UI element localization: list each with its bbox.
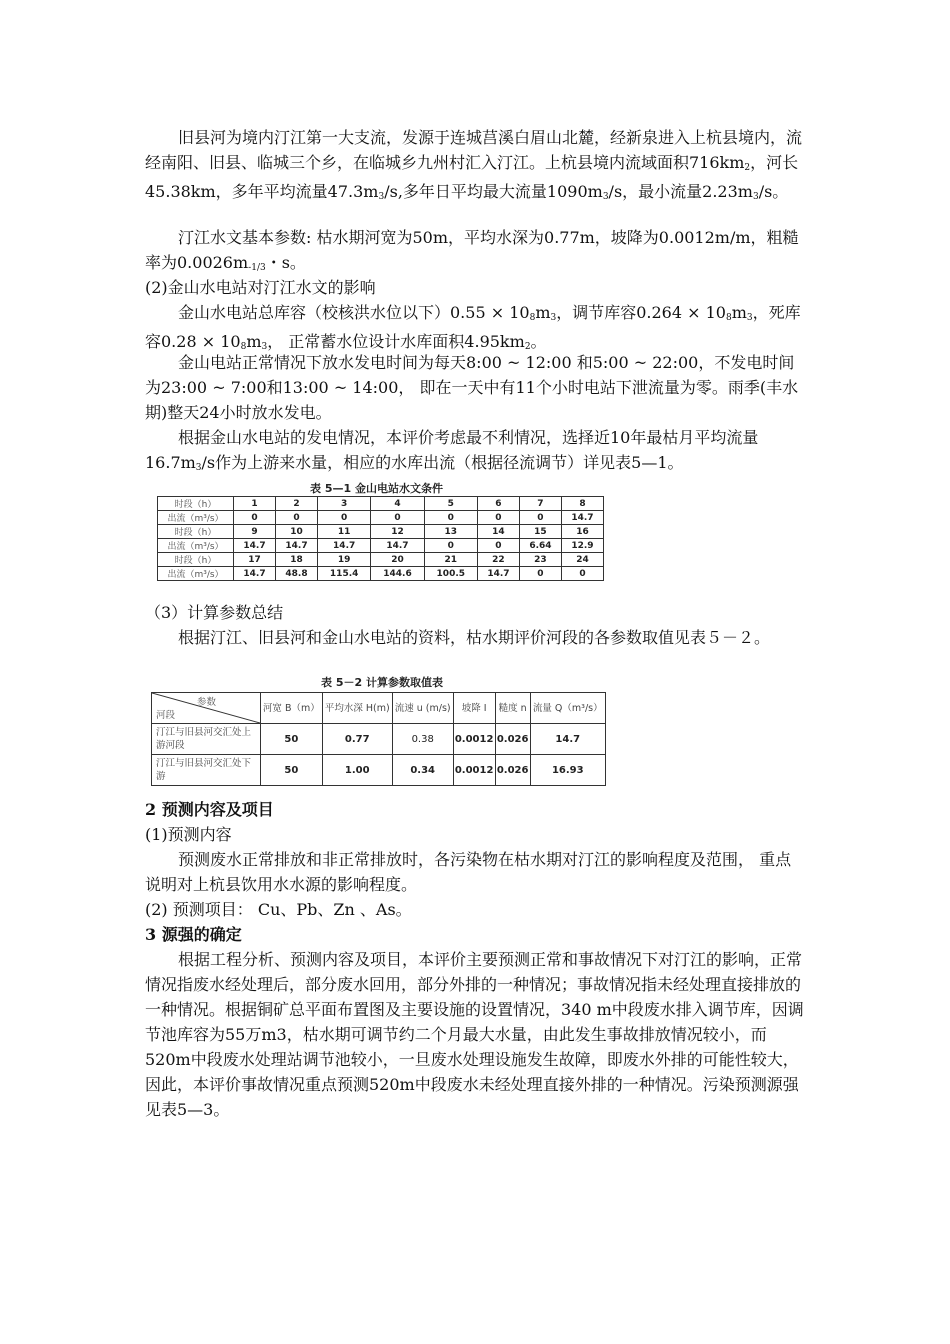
- table-cell: 100.5: [424, 567, 477, 581]
- table-cell: 0: [371, 511, 424, 525]
- table-cell: 16: [561, 525, 603, 539]
- table-cell: 7: [519, 497, 561, 511]
- table-cell: 14.7: [234, 539, 276, 553]
- paragraph-source-strength: 根据工程分析、预测内容及项目，本评价主要预测正常和事故情况下对汀江的影响，正常情况指废水经处理后，部分废水回用，部分外排的一种情况；事故情况指未经处理直接排放的一种情况。根据铜矿总平面布置图及主要设施的设置情况，340 m中段废水排入调节库，因调节池库容为55万m3，枯水期可调节约二个月最大水量，由此发生事故排放情况较小，而520m中段废水处理站调节池较小，一旦废水处理设施发生故障，即废水外排的可能性较大，因此，本评价事故情况重点预测520m中段废水未经处理直接外排的一种情况。污染预测源强见表5—3。: [145, 950, 804, 1119]
- header-cell: 糙度 n: [495, 693, 530, 724]
- table-cell: 3: [318, 497, 371, 511]
- table-cell: 24: [561, 553, 603, 567]
- paragraph-inflow-selection: 根据金山水电站的发电情况，本评价考虑最不利情况，选择近10年最枯月平均流量$16.7m_3/s$作为上游来水量，相应的水库出流（根据径流调节）详见表5—1。: [145, 428, 759, 473]
- table-cell: 23: [519, 553, 561, 567]
- table-row: [158, 553, 604, 567]
- header-cell: 河宽 B（m）: [261, 693, 323, 724]
- table-cell: 20: [371, 553, 424, 567]
- table-cell: 13: [424, 525, 477, 539]
- table-cell: 14.7: [234, 567, 276, 581]
- table-cell: 22: [477, 553, 519, 567]
- table-cell: 10: [276, 525, 318, 539]
- header-cell: 坡降 I: [453, 693, 495, 724]
- heading-prediction-sub: (1)预测内容: [145, 825, 232, 844]
- table-cell: 16.93: [530, 755, 605, 786]
- table-cell: 4: [371, 497, 424, 511]
- row-label: 出流（m³/s）: [158, 567, 234, 581]
- table-cell: 6: [477, 497, 519, 511]
- paragraph-prediction-scope: 预测废水正常排放和非正常排放时，各污染物在枯水期对汀江的影响程度及范围， 重点说明对上杭县饮用水水源的影响程度。: [145, 850, 792, 894]
- table-cell: 0: [519, 511, 561, 525]
- table-cell: 1: [234, 497, 276, 511]
- table-cell: 14.7: [318, 539, 371, 553]
- table-cell: 0: [477, 511, 519, 525]
- table-cell: 14.7: [276, 539, 318, 553]
- table-cell: 0.38: [392, 724, 453, 755]
- table-row: [158, 511, 604, 525]
- table-cell: 0.0012: [453, 755, 495, 786]
- table-cell: 0: [424, 539, 477, 553]
- table-cell: 0: [561, 567, 603, 581]
- table-cell: 11: [318, 525, 371, 539]
- row-label: 出流（m³/s）: [158, 539, 234, 553]
- row-label: 汀江与旧县河交汇处上游河段: [152, 724, 261, 755]
- corner-cell: [152, 693, 261, 724]
- table-cell: 0: [424, 511, 477, 525]
- table-row: [152, 724, 606, 755]
- row-label: 时段（h）: [158, 497, 234, 511]
- table-row: [158, 497, 604, 511]
- heading-parameter-summary: （3）计算参数总结: [145, 603, 284, 622]
- table-cell: 50: [261, 724, 323, 755]
- table-row: [158, 525, 604, 539]
- header-cell: 流速 u (m/s): [392, 693, 453, 724]
- table-cell: 0: [477, 539, 519, 553]
- table-cell: 0.026: [495, 755, 530, 786]
- heading-prediction-items: (2) 预测项目： Cu、Pb、Zn 、As。: [145, 900, 412, 919]
- table-cell: 19: [318, 553, 371, 567]
- table-cell: 18: [276, 553, 318, 567]
- paragraph-parameter-intro: 根据汀江、旧县河和金山水电站的资料，枯水期评价河段的各参数取值见表５－２。: [178, 628, 771, 647]
- table-cell: 14: [477, 525, 519, 539]
- heading-source-strength: 3 源强的确定: [145, 925, 242, 944]
- paragraph-tingjiang-params: 汀江水文基本参数: 枯水期河宽为50m，平均水深为0.77m，坡降为0.0012m/m，粗糙率为$0.0026m_{-1/3}$・s。: [145, 228, 799, 273]
- table-cell: 12.9: [561, 539, 603, 553]
- table-cell: 21: [424, 553, 477, 567]
- row-label: 出流（m³/s）: [158, 511, 234, 525]
- table-cell: 17: [234, 553, 276, 567]
- table-row: [158, 539, 604, 553]
- table-cell: 14.7: [530, 724, 605, 755]
- table-cell: 5: [424, 497, 477, 511]
- header-cell: 平均水深 H(m): [322, 693, 392, 724]
- table-cell: 50: [261, 755, 323, 786]
- table-row: [152, 755, 606, 786]
- paragraph-generation-schedule: 金山电站正常情况下放水发电时间为每天8:00 ~ 12:00 和5:00 ~ 22:00，不发电时间为23:00 ~ 7:00和13:00 ~ 14:00， 即在一天中有11个小时电站下泄流量为零。雨季(丰水期)整天24小时放水发电。: [145, 353, 799, 422]
- parameter-table: [151, 692, 606, 786]
- paragraph-reservoir-capacity: 金山水电站总库容（校核洪水位以下）$0.55 \times 10_8m_3$，调节库容$0.264 \times 10_8m_3$，死库容$0.28 \times 10_8m_3$， 正常蓄水位设计水库面积$4.95km_2$。: [145, 303, 801, 352]
- heading-prediction-content: 2 预测内容及项目: [145, 800, 274, 819]
- heading-jinshan-influence: (2)金山水电站对汀江水文的影响: [145, 278, 376, 297]
- table-cell: 1.00: [322, 755, 392, 786]
- corner-reach-label: 河段: [156, 710, 176, 721]
- table-row: [158, 567, 604, 581]
- table-cell: 0.0012: [453, 724, 495, 755]
- table-cell: 48.8: [276, 567, 318, 581]
- table-cell: 115.4: [318, 567, 371, 581]
- table-cell: 9: [234, 525, 276, 539]
- table-cell: 2: [276, 497, 318, 511]
- table-cell: 14.7: [477, 567, 519, 581]
- table-cell: 0: [318, 511, 371, 525]
- table-cell: 12: [371, 525, 424, 539]
- table2-caption: 表 5－2 计算参数取值表: [321, 676, 443, 689]
- row-label: 汀江与旧县河交汇处下游: [152, 755, 261, 786]
- corner-param-label: 参数: [196, 697, 216, 708]
- paragraph-jiuxian-river: 旧县河为境内汀江第一大支流，发源于连城莒溪白眉山北麓，经新泉进入上杭县境内，流经南阳、旧县、临城三个乡，在临城乡九州村汇入汀江。上杭县境内流域面积$716km_2$，河长45.38km，多年平均流量$47.3m_3/s$,多年日平均最大流量$1090m_3/s$，最小流量$2.23m_3/s$。: [145, 128, 803, 202]
- table-cell: 144.6: [371, 567, 424, 581]
- table-cell: 14.7: [561, 511, 603, 525]
- table1-caption: 表 5—1 金山电站水文条件: [310, 482, 443, 495]
- row-label: 时段（h）: [158, 525, 234, 539]
- hydrology-table: [157, 496, 604, 581]
- table-cell: 0.77: [322, 724, 392, 755]
- table-cell: 0.34: [392, 755, 453, 786]
- row-label: 时段（h）: [158, 553, 234, 567]
- table-cell: 6.64: [519, 539, 561, 553]
- table-cell: 0: [276, 511, 318, 525]
- header-cell: 流量 Q（m³/s）: [530, 693, 605, 724]
- table-cell: 14.7: [371, 539, 424, 553]
- table-cell: 8: [561, 497, 603, 511]
- table-header-row: [152, 693, 606, 724]
- table-cell: 15: [519, 525, 561, 539]
- table-cell: 0: [234, 511, 276, 525]
- table-cell: 0.026: [495, 724, 530, 755]
- table-cell: 0: [519, 567, 561, 581]
